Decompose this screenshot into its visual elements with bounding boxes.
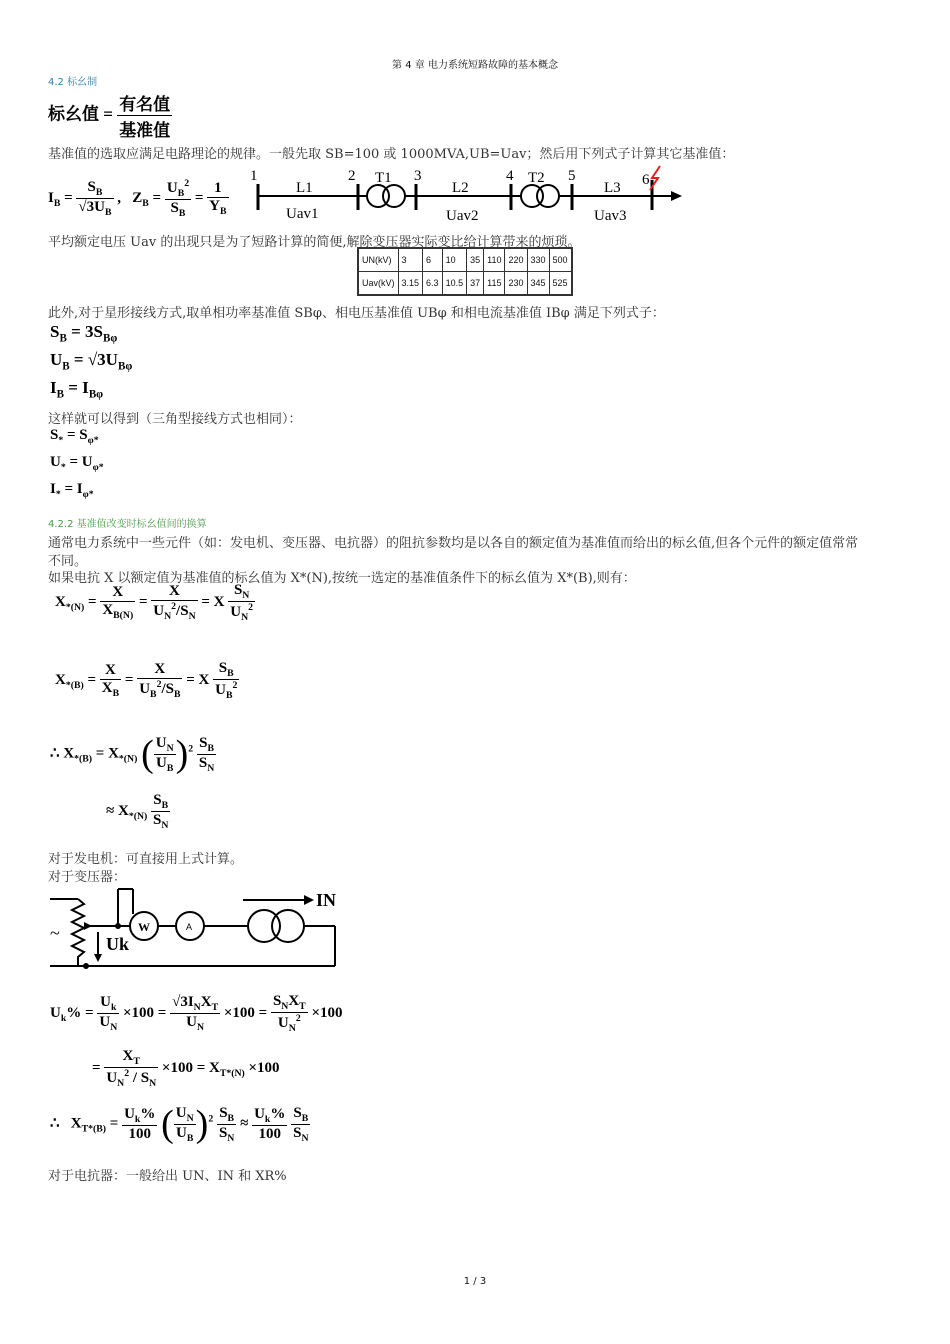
paragraph-base-selection: 基准值的选取应满足电路理论的规律。一般先取 SB=100 或 1000MVA,UB=Uav；然后用下列式子计算其它基准值： <box>48 147 735 162</box>
paragraph-delta: 这样就可以得到（三角型接线方式也相同）： <box>48 412 302 427</box>
wattmeter-icon: W <box>138 920 150 934</box>
transformer-label-t2: T2 <box>528 170 545 186</box>
transformer-test-circuit <box>48 884 348 974</box>
formula-xt-star-b: ∴ $X_{T*(B)}$ = $\frac{U_k\%}{100}$ ( $\frac{U_N}{U_B}$ )$^2$ $\frac{S_B}{S_N}$ ≈ $\frac{U_k\%}{100}$ $\frac{S_B}{S_N}$ <box>50 1103 309 1145</box>
transformer-label-t1: T1 <box>375 170 392 186</box>
voltage-label-uav3: Uav3 <box>594 208 627 224</box>
formula-uk-percent: $U_k\%$ = $\frac{U_k}{U_N}$ ×100 = $\frac{√3I_NX_T}{U_N}$ ×100 = $\frac{S_NX_T}{U_N^2}$ ×100 <box>50 993 343 1034</box>
fault-lightning-icon <box>650 166 660 190</box>
formula-uk-percent-cont: = $\frac{X_T}{U_N^2 / S_N}$ $\times 100 = X_{T*(N)} \times 100$ <box>92 1048 280 1089</box>
paragraph-transformer: 对于变压器： <box>48 870 127 885</box>
page-number: 1 / 3 <box>463 1276 487 1287</box>
formula-s-star: $S_* = S_{\varphi*}$ <box>50 427 99 446</box>
paragraph-reactor: 对于电抗器：一般给出 UN、IN 和 XR% <box>48 1169 287 1184</box>
per-unit-definition-formula: 标幺值 = $\frac{\text{有名值}}{\text{基准值}}$ <box>48 90 172 141</box>
node-label-2: 2 <box>348 168 356 184</box>
formula-i-star: $I_* = I_{\varphi*}$ <box>50 481 94 500</box>
current-label-in: IN <box>316 890 337 910</box>
voltage-label-uav1: Uav1 <box>286 206 319 222</box>
paragraph-components: 通常电力系统中一些元件（如：发电机、变压器、电抗器）的阻抗参数均是以各自的额定值为基准值而给出的标幺值,但各个元件的额定值常常 <box>48 536 859 551</box>
ac-source-symbol: ~ <box>50 923 60 943</box>
table-row: UN(kV) 3 6 10 35 110 220 330 500 <box>358 248 572 272</box>
voltage-table <box>357 247 573 296</box>
node-label-6: 6 <box>642 172 650 188</box>
formula-x-star-n: $X_{*(N)}$ = $\frac{X}{X_{B(N)}}$ = $\frac{X}{U_N^2/S_N}$ = X $\frac{S_N}{U_N^2}$ <box>55 582 254 623</box>
page-header: 第 4 章 电力系统短路故障的基本概念 <box>392 60 558 71</box>
line-label-l1: L1 <box>296 180 313 196</box>
section-heading-4-2-2: 4.2.2 基准值改变时标幺值间的换算 <box>48 519 207 530</box>
paragraph-reactance: 如果电抗 X 以额定值为基准值的标幺值为 X*(N),按统一选定的基准值条件下的标幺值为 X*(B),则有： <box>48 571 636 586</box>
node-label-4: 4 <box>506 168 514 184</box>
line-label-l3: L3 <box>604 180 621 196</box>
ammeter-icon: A <box>186 922 193 932</box>
node-label-5: 5 <box>568 168 576 184</box>
formula-sb: $S_B = 3S_{B\varphi}$ <box>50 322 118 345</box>
formula-u-star: $U_* = U_{\varphi*}$ <box>50 454 104 473</box>
formula-x-star-b: $X_{*(B)}$ = $\frac{X}{X_B}$ = $\frac{X}{U_B^2/S_B}$ = X $\frac{S_B}{U_B^2}$ <box>55 660 238 701</box>
line-label-l2: L2 <box>452 180 469 196</box>
node-label-3: 3 <box>414 168 422 184</box>
formula-conversion: ∴ $X_{*(B)} = X_{*(N)}$ ( $\frac{U_N}{U_B}$ )$^2$ $\frac{S_B}{S_N}$ <box>50 733 215 775</box>
formula-approx: ≈ $X_{*(N)}$ $\frac{S_B}{S_N}$ <box>106 792 169 831</box>
formula-ub: $U_B = √3U_{B\varphi}$ <box>50 350 133 373</box>
formula-ib: $I_B = I_{B\varphi}$ <box>50 378 104 401</box>
network-one-line-diagram <box>246 162 686 230</box>
paragraph-components-cont: 不同。 <box>48 554 88 569</box>
node-label-1: 1 <box>250 168 258 184</box>
paragraph-average-voltage: 平均额定电压 Uav 的出现只是为了短路计算的简便,解除变压器实际变比给计算带来的烦琐。 <box>48 235 581 250</box>
voltage-label-uk: Uk <box>106 934 130 954</box>
base-value-formulas: $I_B$ = $\frac{S_B}{√3U_B}$ , $Z_B$ = $\frac{U_B^2}{S_B}$ = $\frac{1}{Y_B}$ <box>48 178 227 219</box>
table-row: Uav(kV) 3.15 6.3 10.5 37 115 230 345 525 <box>358 272 572 296</box>
paragraph-star-connection: 此外,对于星形接线方式,取单相功率基准值 SBφ、相电压基准值 UBφ 和相电流基准值 IBφ 满足下列式子： <box>48 306 665 321</box>
section-heading-4-2: 4.2 标幺制 <box>48 77 98 88</box>
paragraph-generator: 对于发电机：可直接用上式计算。 <box>48 852 244 867</box>
voltage-label-uav2: Uav2 <box>446 208 479 224</box>
